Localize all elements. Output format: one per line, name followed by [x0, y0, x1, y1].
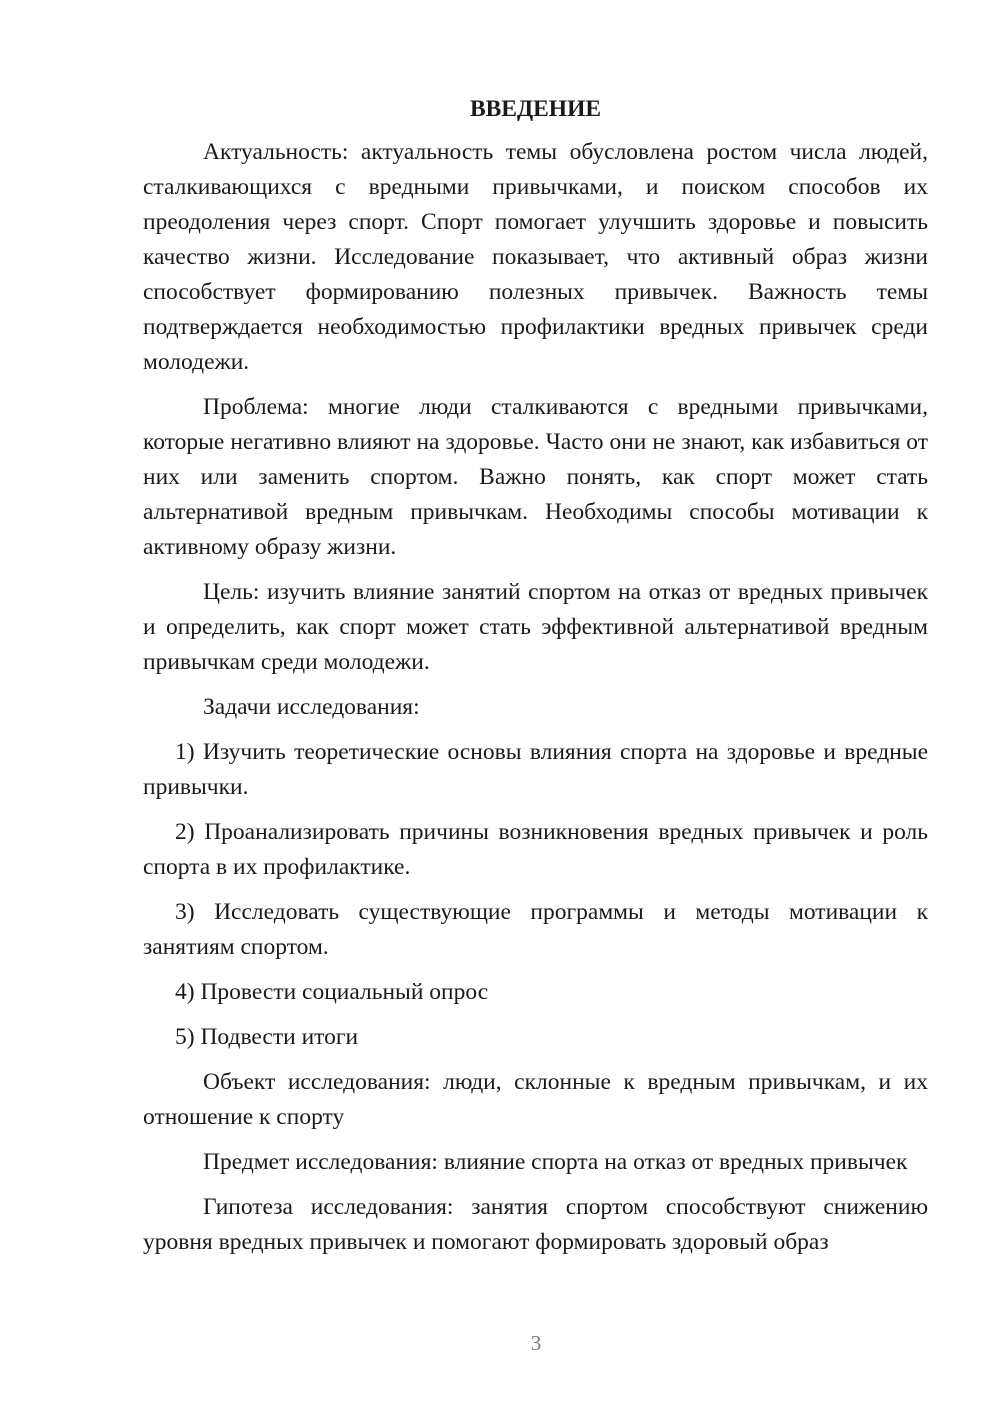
- relevance-paragraph: Актуальность: актуальность темы обусловлена ростом числа людей, сталкивающихся с вредными привычками, и поиском способов их преодоления через спорт. Спорт помогает улучшить здоровье и повысить качество жизни. Исследование показывает, что активный образ жизни способствует формированию полезных привычек. Важность темы подтверждается необходимостью профилактики вредных привычек среди молодежи.: [143, 139, 928, 375]
- hypothesis-paragraph: Гипотеза исследования: занятия спортом способствуют снижению уровня вредных привычек и помогают формировать здоровый образ: [143, 1194, 928, 1255]
- task-item-3: 3) Исследовать существующие программы и методы мотивации к занятиям спортом.: [143, 899, 928, 960]
- document-page: [143, 92, 928, 1270]
- object-paragraph: Объект исследования: люди, склонные к вредным привычкам, и их отношение к спорту: [143, 1069, 928, 1130]
- task-item-4: 4) Провести социальный опрос: [175, 979, 489, 1005]
- goal-paragraph: Цель: изучить влияние занятий спортом на отказ от вредных привычек и определить, как спорт может стать эффективной альтернативой вредным привычкам среди молодежи.: [143, 579, 928, 675]
- section-title: ВВЕДЕНИЕ: [469, 96, 602, 122]
- subject-paragraph: Предмет исследования: влияние спорта на отказ от вредных привычек: [203, 1149, 908, 1175]
- task-item-1: 1) Изучить теоретические основы влияния спорта на здоровье и вредные привычки.: [143, 739, 928, 800]
- tasks-heading: Задачи исследования:: [203, 694, 420, 720]
- problem-paragraph: Проблема: многие люди сталкиваются с вредными привычками, которые негативно влияют на здоровье. Часто они не знают, как избавиться от них или заменить спортом. Важно понять, как спорт может стать альтернативой вредным привычкам. Необходимы способы мотивации к активному образу жизни.: [143, 394, 928, 560]
- task-item-2: 2) Проанализировать причины возникновения вредных привычек и роль спорта в их профилактике.: [143, 819, 928, 880]
- task-item-5: 5) Подвести итоги: [175, 1024, 359, 1050]
- page-number: 3: [530, 1331, 542, 1355]
